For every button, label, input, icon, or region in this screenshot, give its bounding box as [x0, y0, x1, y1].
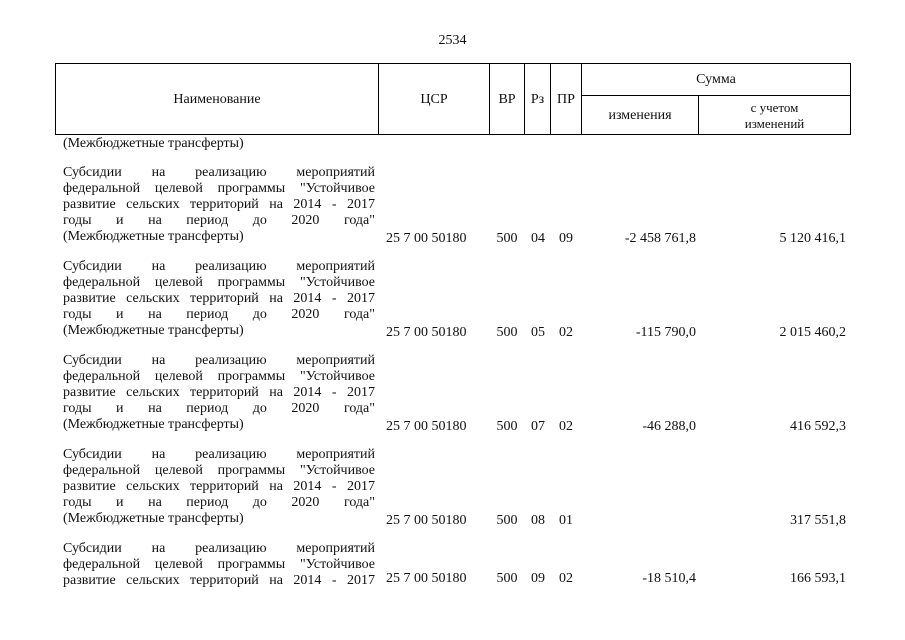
row-description-line: развитие сельских территорий на 2014 - 2017 — [63, 479, 375, 494]
header-with-change-line-2: изменений — [744, 116, 805, 131]
header-sum: Сумма — [696, 72, 736, 87]
row-change: -46 288,0 — [642, 419, 696, 434]
row-rz: 05 — [531, 325, 545, 340]
row-description-line: годы и на период до 2020 года" — [63, 213, 375, 228]
row-csr: 25 7 00 50180 — [386, 571, 467, 586]
header-bottom-line — [55, 134, 851, 135]
row-csr: 25 7 00 50180 — [386, 325, 467, 340]
row-description-line: Субсидии на реализацию мероприятий — [63, 259, 375, 274]
row-change: -2 458 761,8 — [624, 231, 696, 246]
row-total: 2 015 460,2 — [779, 325, 846, 340]
row-description — [63, 447, 375, 527]
row-description — [63, 353, 375, 433]
row-description-line: Субсидии на реализацию мероприятий — [63, 353, 375, 368]
row-csr: 25 7 00 50180 — [386, 419, 467, 434]
row-description-line: федеральной целевой программы "Устойчивое — [63, 369, 375, 384]
header-top-line — [55, 63, 851, 64]
row-description-line: Субсидии на реализацию мероприятий — [63, 165, 375, 180]
header-name: Наименование — [173, 92, 261, 107]
row-vr: 500 — [496, 419, 518, 434]
header-pr: ПР — [557, 92, 575, 107]
row-rz: 04 — [531, 231, 545, 246]
row-description-line: (Межбюджетные трансферты) — [63, 417, 244, 432]
row-pr: 02 — [559, 571, 573, 586]
row-total: 317 551,8 — [790, 513, 846, 528]
row-total: 416 592,3 — [790, 419, 846, 434]
row-description-line: федеральной целевой программы "Устойчивое — [63, 557, 375, 572]
row-description-line: федеральной целевой программы "Устойчивое — [63, 463, 375, 478]
row-total: 166 593,1 — [790, 571, 846, 586]
row-total: 5 120 416,1 — [779, 231, 846, 246]
header-sum-divider — [581, 95, 851, 96]
row-rz: 08 — [531, 513, 545, 528]
row-description — [63, 541, 375, 589]
row-pr: 02 — [559, 325, 573, 340]
row-description-line: развитие сельских территорий на 2014 - 2017 — [63, 197, 375, 212]
row-pr: 01 — [559, 513, 573, 528]
row-description-line: годы и на период до 2020 года" — [63, 307, 375, 322]
row-change: -115 790,0 — [635, 325, 696, 340]
row-vr: 500 — [496, 571, 518, 586]
carry-line: (Межбюджетные трансферты) — [63, 136, 244, 151]
row-description-line: годы и на период до 2020 года" — [63, 401, 375, 416]
header-change: изменения — [608, 108, 672, 123]
row-description-line: развитие сельских территорий на 2014 - 2017 — [63, 385, 375, 400]
row-description-line: (Межбюджетные трансферты) — [63, 511, 244, 526]
row-description-line: Субсидии на реализацию мероприятий — [63, 447, 375, 462]
row-csr: 25 7 00 50180 — [386, 513, 467, 528]
page-number: 2534 — [438, 33, 467, 48]
header-with-change-line-1: с учетом — [750, 100, 799, 115]
row-vr: 500 — [496, 231, 518, 246]
row-description — [63, 165, 375, 245]
row-description-line: развитие сельских территорий на 2014 - 2017 — [63, 573, 375, 588]
row-change: -18 510,4 — [642, 571, 696, 586]
row-description-line: федеральной целевой программы "Устойчивое — [63, 181, 375, 196]
header-rz: Рз — [530, 92, 545, 107]
row-description-line: годы и на период до 2020 года" — [63, 495, 375, 510]
row-description-line: (Межбюджетные трансферты) — [63, 229, 244, 244]
row-description-line: развитие сельских территорий на 2014 - 2017 — [63, 291, 375, 306]
row-description — [63, 259, 375, 339]
row-pr: 02 — [559, 419, 573, 434]
row-description-line: (Межбюджетные трансферты) — [63, 323, 244, 338]
header-right-border — [850, 63, 851, 135]
row-vr: 500 — [496, 513, 518, 528]
row-rz: 09 — [531, 571, 545, 586]
row-pr: 09 — [559, 231, 573, 246]
row-description-line: Субсидии на реализацию мероприятий — [63, 541, 375, 556]
row-rz: 07 — [531, 419, 545, 434]
row-csr: 25 7 00 50180 — [386, 231, 467, 246]
header-vr: ВР — [498, 92, 516, 107]
row-description-line: федеральной целевой программы "Устойчивое — [63, 275, 375, 290]
row-vr: 500 — [496, 325, 518, 340]
header-csr: ЦСР — [420, 92, 448, 107]
